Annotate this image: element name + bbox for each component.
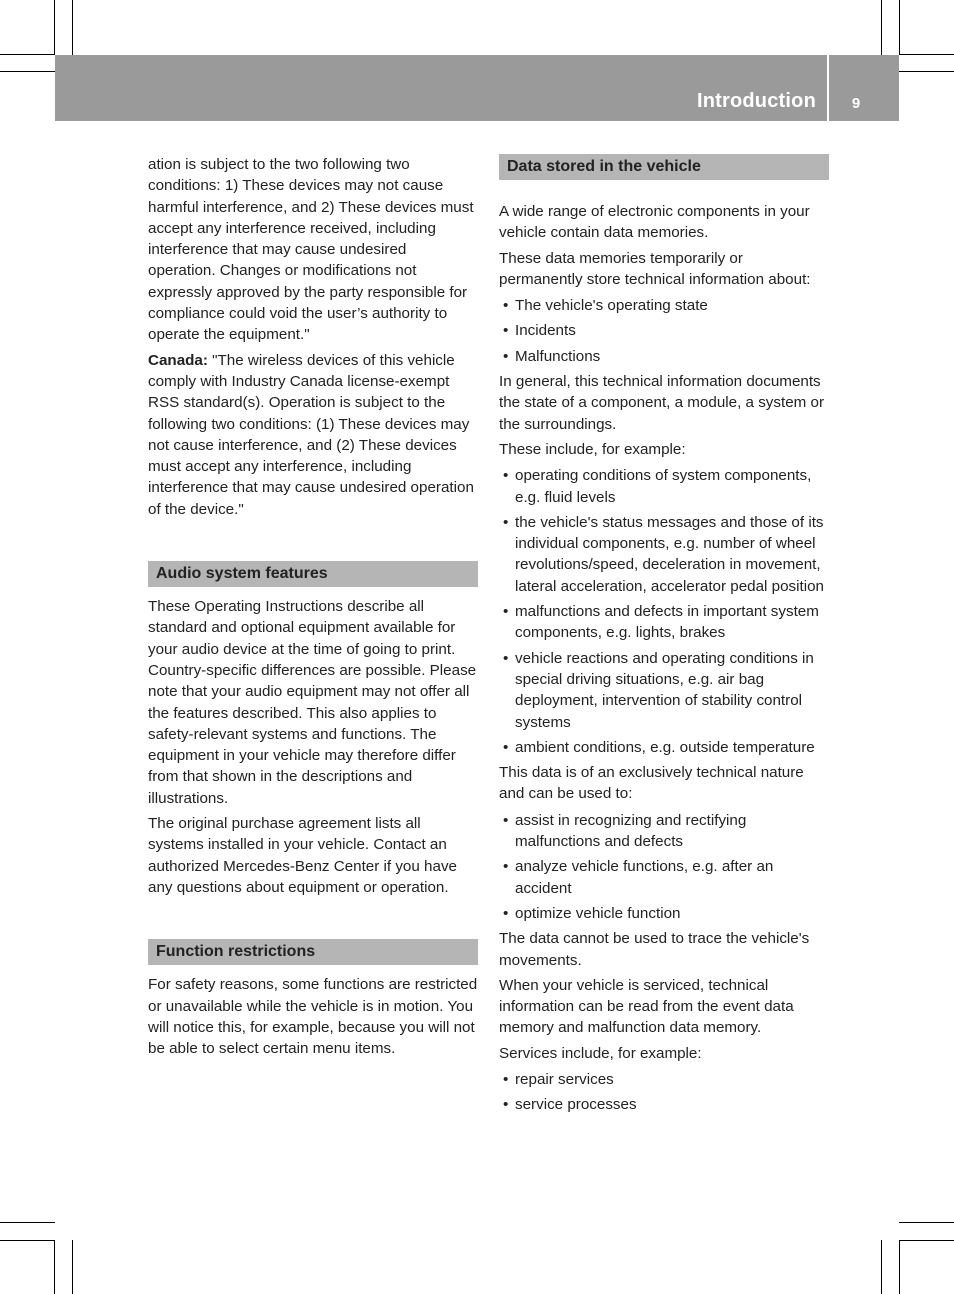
crop-mark <box>899 1240 954 1241</box>
list-item: • optimize vehicle function <box>499 903 829 924</box>
canada-label: Canada: <box>148 351 208 369</box>
list-item: • ambient conditions, e.g. outside temperature <box>499 737 829 758</box>
function-paragraph-1: For safety reasons, some functions are restricted or unavailable while the vehicle is in motion. You will notice this, for example, because you will not be able to select certain menu items. <box>148 976 478 1058</box>
crop-mark <box>0 1222 55 1223</box>
page-number: 9 <box>851 95 861 112</box>
crop-mark <box>899 1222 954 1223</box>
crop-mark <box>0 54 55 55</box>
list-item: • vehicle reactions and operating conditions in special driving situations, e.g. air bag deployment, intervention of stability control systems <box>499 648 829 733</box>
data-paragraph-4: These include, for example: <box>499 440 686 458</box>
crop-mark <box>72 0 73 55</box>
audio-heading: Audio system features <box>148 561 478 587</box>
crop-mark <box>899 71 954 72</box>
crop-mark <box>881 1240 882 1294</box>
list-item: • analyze vehicle functions, e.g. after an accident <box>499 856 829 899</box>
crop-mark <box>54 1240 55 1294</box>
list-item: • service processes <box>499 1094 829 1115</box>
crop-mark <box>899 54 954 55</box>
header-divider <box>827 55 829 121</box>
data-paragraph-3: In general, this technical information documents the state of a component, a module, a system or the surroundings. <box>499 373 825 433</box>
left-column <box>148 154 478 1063</box>
right-column <box>499 154 829 1120</box>
canada-text: "The wireless devices of this vehicle comply with Industry Canada license-exempt RSS standard(s). Operation is subject to the following two conditions: (1) These devices may not cause interference, and (2) These devices must accept any interference, including interference that may cause undesired operation of the device." <box>148 351 474 518</box>
crop-mark <box>0 71 55 72</box>
crop-mark <box>899 0 900 55</box>
function-heading: Function restrictions <box>148 939 478 965</box>
list-item: • Malfunctions <box>499 346 829 367</box>
intro-paragraph: ation is subject to the two following two conditions: 1) These devices may not cause harmful interference, and 2) These devices must accept any interference received, including interference that may cause undesired operation. Changes or modifications not expressly approved by the party responsible for compliance could void the user’s authority to operate the equipment." <box>148 156 474 344</box>
crop-mark <box>0 1240 55 1241</box>
crop-mark <box>899 1240 900 1294</box>
list-item: • malfunctions and defects in important system components, e.g. lights, brakes <box>499 601 829 644</box>
audio-paragraph-1: These Operating Instructions describe all standard and optional equipment available for your audio device at the time of going to print. Country-specific differences are possible. Please note that your audio equipment may not offer all the features described. This also applies to safety-relevant systems and functions. The equipment in your vehicle may therefore differ from that shown in the descriptions and illustrations. <box>148 598 477 807</box>
crop-mark <box>72 1240 73 1294</box>
crop-mark <box>54 0 55 55</box>
bullet-list-3 <box>499 810 829 924</box>
list-item: • operating conditions of system components, e.g. fluid levels <box>499 465 829 508</box>
bullet-list-4 <box>499 1069 829 1116</box>
data-paragraph-5: This data is of an exclusively technical nature and can be used to: <box>499 764 804 803</box>
crop-mark <box>881 0 882 55</box>
list-item: • the vehicle's status messages and those of its individual components, e.g. number of wheel revolutions/speed, deceleration in movement, lateral acceleration, accelerator pedal position <box>499 512 829 597</box>
bullet-list-2 <box>499 465 829 758</box>
list-item: • assist in recognizing and rectifying malfunctions and defects <box>499 810 829 853</box>
bullet-list-1 <box>499 295 829 367</box>
list-item: • The vehicle's operating state <box>499 295 829 316</box>
audio-paragraph-2: The original purchase agreement lists all systems installed in your vehicle. Contact an authorized Mercedes-Benz Center if you have any questions about equipment or operation. <box>148 815 457 896</box>
data-heading: Data stored in the vehicle <box>499 154 829 180</box>
list-item: • repair services <box>499 1069 829 1090</box>
canada-paragraph <box>148 350 478 520</box>
section-title: Introduction <box>696 90 816 112</box>
list-item: • Incidents <box>499 320 829 341</box>
data-paragraph-7: When your vehicle is serviced, technical information can be read from the event data memory and malfunction data memory. <box>499 976 794 1037</box>
data-paragraph-1: A wide range of electronic components in your vehicle contain data memories. <box>499 203 810 242</box>
data-paragraph-6: The data cannot be used to trace the vehicle's movements. <box>499 930 810 969</box>
data-paragraph-8: Services include, for example: <box>499 1044 702 1062</box>
data-paragraph-2: These data memories temporarily or permanently store technical information about: <box>499 249 811 288</box>
